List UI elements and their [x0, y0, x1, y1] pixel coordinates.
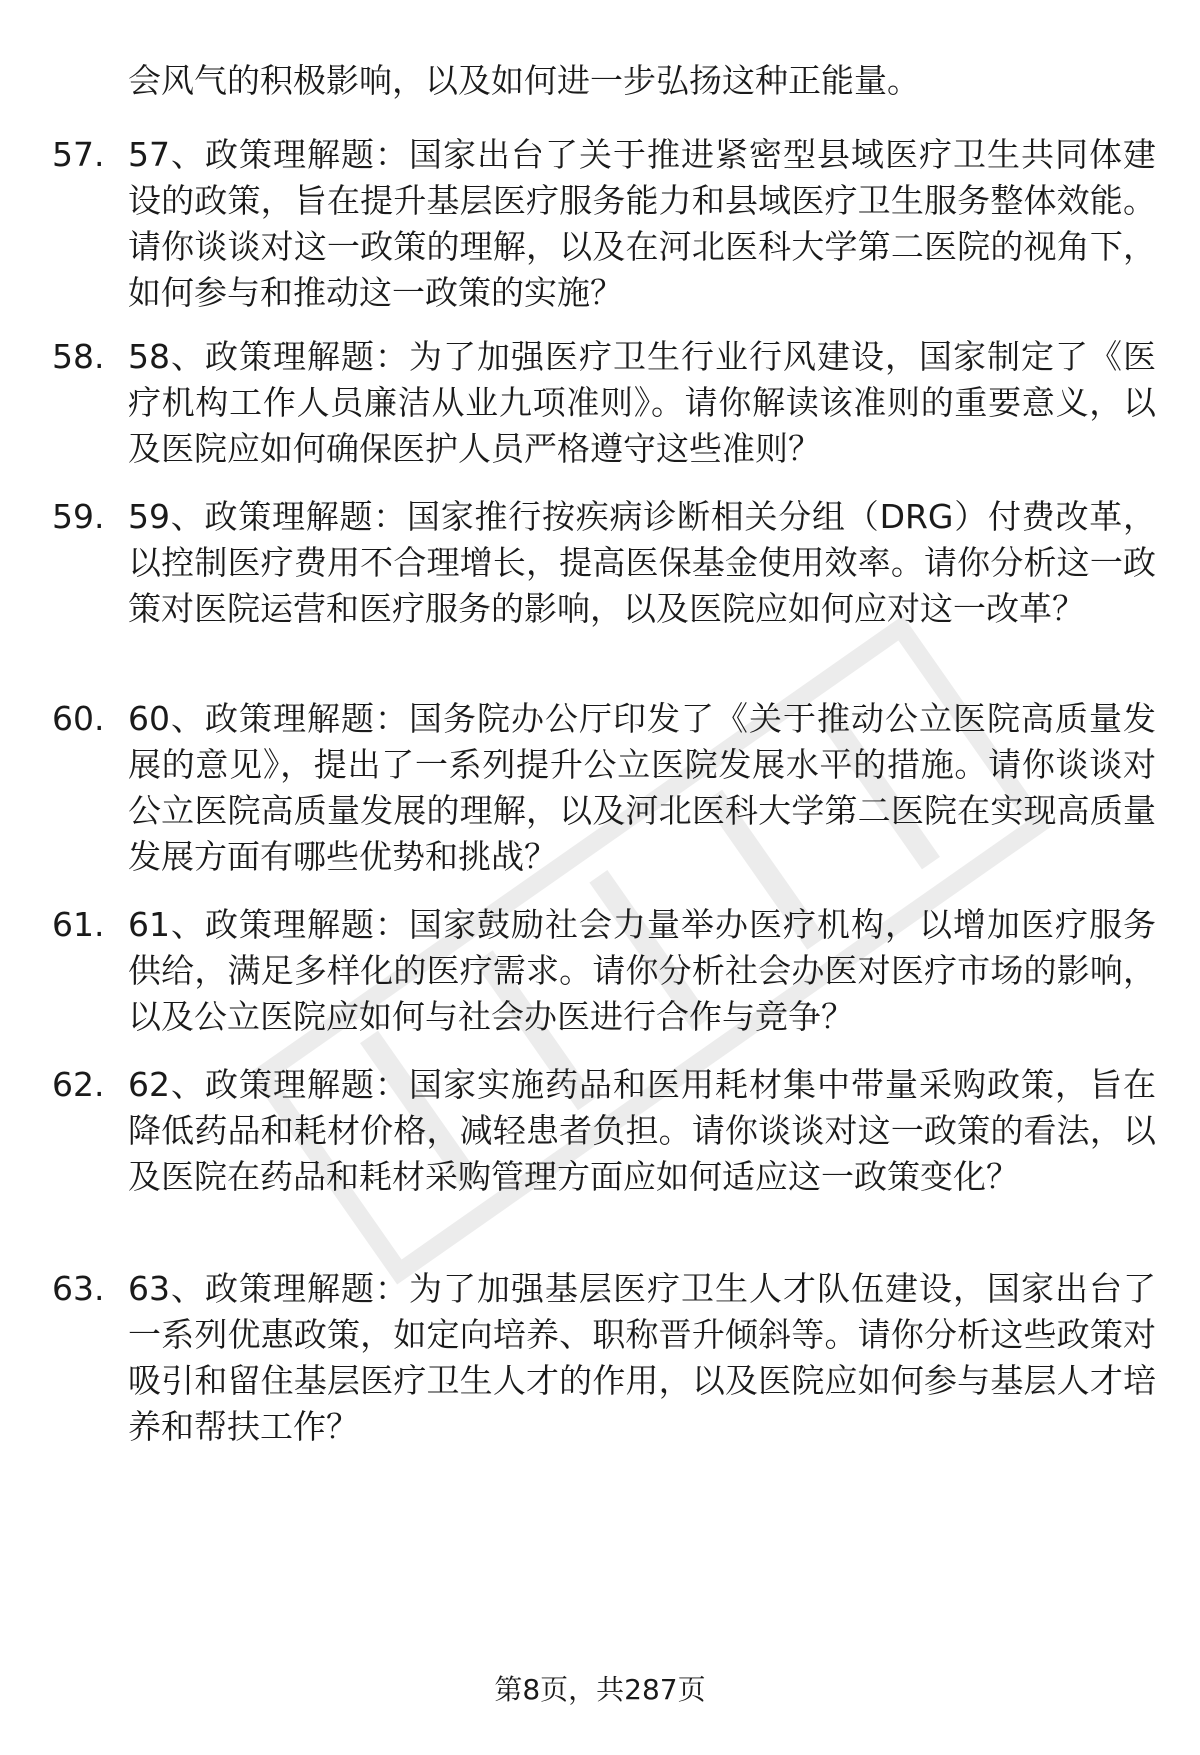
list-number: 59. [52, 497, 105, 536]
list-number: 62. [52, 1065, 105, 1104]
question-text: 63、政策理解题：为了加强基层医疗卫生人才队伍建设，国家出台了一系列优惠政策，如定向培养、职称晋升倾斜等。请你分析这些政策对吸引和留住基层医疗卫生人才的作用，以及医院应如何参与基层人才培养和帮扶工作？ [128, 1269, 1156, 1446]
list-number: 58. [52, 337, 105, 376]
list-number: 60. [52, 699, 105, 738]
list-number: 61. [52, 905, 105, 944]
continuation-text: 会风气的积极影响，以及如何进一步弘扬这种正能量。 [128, 61, 920, 100]
question-text: 57、政策理解题：国家出台了关于推进紧密型县域医疗卫生共同体建设的政策，旨在提升基层医疗服务能力和县域医疗卫生服务整体效能。请你谈谈对这一政策的理解，以及在河北医科大学第二医院的视角下，如何参与和推动这一政策的实施？ [128, 135, 1156, 312]
list-number: 63. [52, 1269, 105, 1308]
question-text: 58、政策理解题：为了加强医疗卫生行业行风建设，国家制定了《医疗机构工作人员廉洁从业九项准则》。请你解读该准则的重要意义，以及医院应如何确保医护人员严格遵守这些准则？ [128, 337, 1156, 468]
question-text: 62、政策理解题：国家实施药品和医用耗材集中带量采购政策，旨在降低药品和耗材价格，减轻患者负担。请你谈谈对这一政策的看法，以及医院在药品和耗材采购管理方面应如何适应这一政策变化？ [128, 1065, 1156, 1196]
list-number: 57. [52, 135, 105, 174]
page-footer: 第8页，共287页 [494, 1673, 706, 1706]
question-text: 60、政策理解题：国务院办公厅印发了《关于推动公立医院高质量发展的意见》，提出了一系列提升公立医院发展水平的措施。请你谈谈对公立医院高质量发展的理解，以及河北医科大学第二医院在实现高质量发展方面有哪些优势和挑战？ [128, 699, 1156, 876]
question-text: 61、政策理解题：国家鼓励社会力量举办医疗机构，以增加医疗服务供给，满足多样化的医疗需求。请你分析社会办医对医疗市场的影响，以及公立医院应如何与社会办医进行合作与竞争？ [128, 905, 1156, 1036]
question-text: 59、政策理解题：国家推行按疾病诊断相关分组（DRG）付费改革，以控制医疗费用不合理增长，提高医保基金使用效率。请你分析这一政策对医院运营和医疗服务的影响，以及医院应如何应对这一改革？ [128, 497, 1156, 628]
